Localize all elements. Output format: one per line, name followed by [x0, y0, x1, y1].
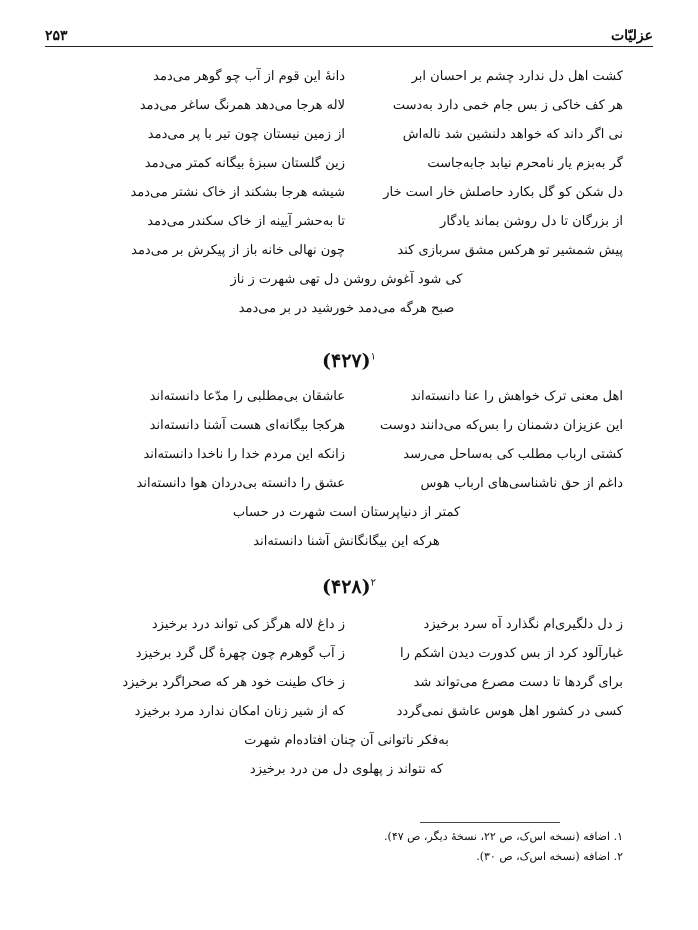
- couplet: کشت اهل دل ندارد چشم بر احسان ابر دانهٔ این قوم از آب چو گوهر می‌دمد: [153, 69, 623, 84]
- poem-427: [70, 382, 623, 556]
- closing-hemistich: کمتر از دنیاپرستان است شهرت در حساب: [232, 505, 461, 520]
- poem-428: [70, 610, 623, 784]
- footnote: ۱. اضافه (نسخه اس‌ک، ص ۲۲، نسخهٔ دیگر، ص ۴۷).: [384, 830, 623, 843]
- couplet: کسی در کشور اهل هوس عاشق نمی‌گردد که از شیر زنان امکان ندارد مرد برخیزد: [134, 704, 623, 719]
- closing-hemistich: کی شود آغوش روشن دل تهی شهرت ز ناز: [230, 272, 463, 287]
- poem-number: $^۱$(۴۲۷): [322, 350, 376, 372]
- footnote: ۲. اضافه (نسخه اس‌ک، ص ۳۰).: [476, 850, 623, 863]
- couplet: گر به‌بزم یار نامحرم نیابد جابه‌جاست زین گلستان سبزهٔ بیگانه کمتر می‌دمد: [144, 156, 623, 171]
- couplet: هر کف خاکی ز بس جام خمی دارد به‌دست لاله هرجا می‌دهد همرنگ ساغر می‌دمد: [139, 98, 623, 113]
- footnote-marker: ۲: [370, 577, 376, 589]
- couplet: کشتی ارباب مطلب کی به‌ساحل می‌رسد زانکه این مردم خدا را ناخدا دانسته‌اند: [143, 447, 623, 462]
- couplet: این عزیزان دشمنان را بس‌که می‌دانند دوست هرکجا بیگانه‌ای هست آشنا دانسته‌اند: [149, 418, 623, 433]
- footnote-divider: [420, 822, 560, 823]
- closing-hemistich: به‌فکر ناتوانی آن چنان افتاده‌ام شهرت: [244, 733, 449, 748]
- closing-hemistich: صبح هرگه می‌دمد خورشید در بر می‌دمد: [238, 301, 455, 316]
- couplet: برای گردها تا دست مصرع می‌تواند شد ز خاک طینت خود هر که صحراگرد برخیزد: [122, 675, 623, 690]
- poem-number: $^۲$(۴۲۸): [322, 576, 376, 598]
- closing-hemistich: هرکه این بیگانگانش آشنا دانسته‌اند: [253, 534, 440, 549]
- couplet: غبارآلود کرد از بس کدورت دیدن اشکم را ز آب گوهرم چون چهرهٔ گل گرد برخیزد: [135, 646, 623, 661]
- page-number: ۲۵۳: [45, 28, 68, 44]
- couplet: پیش شمشیر تو هرکس مشق سربازی کند چون نهالی خانه باز از پیکرش بر می‌دمد: [131, 243, 623, 258]
- couplet: دل شکن کو گل بکارد حاصلش خار است خار شیشه هرجا بشکند از خاک نشتر می‌دمد: [130, 185, 623, 200]
- couplet: نی اگر داند که خواهد دلنشین شد ناله‌اش از زمین نیستان چون تیر با پر می‌دمد: [147, 127, 623, 142]
- header-divider: [45, 46, 653, 47]
- couplet: اهل معنی ترک خواهش را عنا دانسته‌اند عاشقان بی‌مطلبی را مدّعا دانسته‌اند: [149, 389, 623, 404]
- closing-hemistich: که نتواند ز پهلوی دل من درد برخیزد: [249, 762, 444, 777]
- couplet: از بزرگان تا دل روشن بماند یادگار تا به‌حشر آیینه از خاک سکندر می‌دمد: [147, 214, 623, 229]
- couplet: ز دل دلگیری‌ام نگذارد آه سرد برخیزد ز داغ لاله هرگز کی تواند درد برخیزد: [151, 617, 623, 632]
- couplet: داغم از حق ناشناسی‌های ارباب هوس عشق را دانسته بی‌دردان هوا دانسته‌اند: [136, 476, 623, 491]
- footnote-marker: ۱: [370, 351, 376, 363]
- section-title: عزلیّات: [610, 28, 653, 44]
- poem-continuation: [70, 62, 623, 323]
